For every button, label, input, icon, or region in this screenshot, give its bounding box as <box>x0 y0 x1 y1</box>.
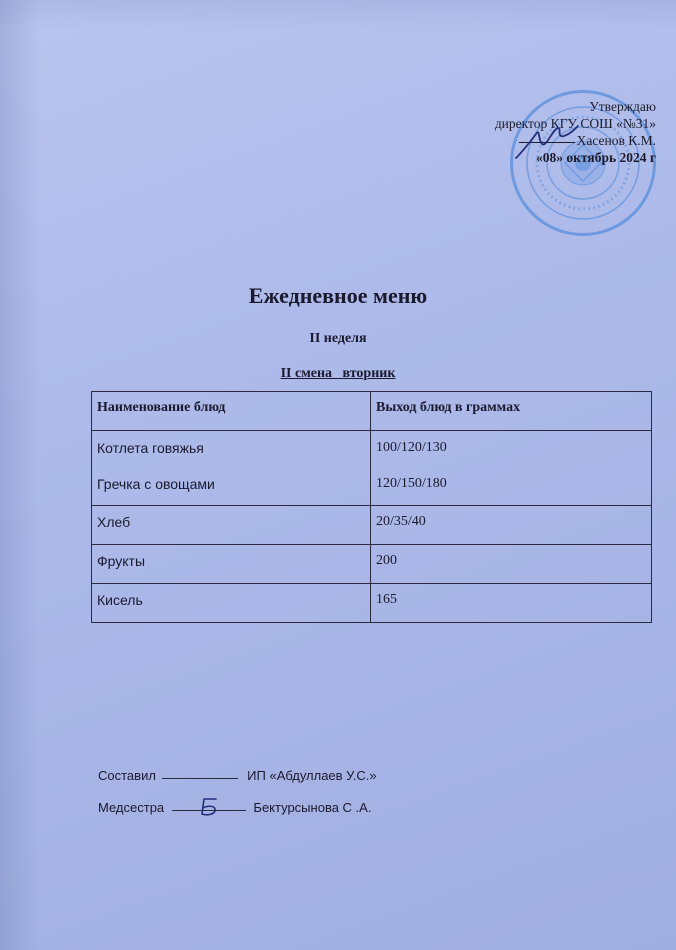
approval-date: «08» октябрь 2024 г <box>536 150 656 165</box>
compiled-by-name: ИП «Абдуллаев У.С.» <box>247 768 377 783</box>
table-row <box>92 431 652 506</box>
dish-name: Фрукты <box>92 545 371 584</box>
compiled-by-line <box>98 768 377 783</box>
page-shadow-top <box>0 0 676 30</box>
header-dish-name: Наименование блюд <box>92 392 371 431</box>
page-shadow-left <box>0 0 40 950</box>
nurse-signature-blank <box>172 810 246 811</box>
page-title: Ежедневное меню <box>248 283 428 308</box>
dish-grams: 200 <box>371 545 652 584</box>
dish-cell <box>92 431 371 506</box>
dish-name: Кисель <box>92 584 371 623</box>
nurse-label: Медсестра <box>98 800 165 815</box>
nurse-name: Бектурсынова С .А. <box>253 800 372 815</box>
dish-grams: 120/150/180 <box>376 476 447 491</box>
dish-name: Хлеб <box>92 506 371 545</box>
approval-name: Хасенов К.М. <box>576 133 656 148</box>
header-grams: Выход блюд в граммах <box>371 392 652 431</box>
dish-name: Котлета говяжья <box>97 440 204 456</box>
nurse-signature-icon <box>196 796 226 818</box>
compiled-signature-blank <box>162 778 238 779</box>
grams-cell <box>371 431 652 506</box>
compiled-label: Составил <box>98 768 156 783</box>
dish-name: Гречка с овощами <box>97 476 215 492</box>
approval-approve: Утверждаю <box>589 99 656 114</box>
director-signature-icon <box>512 122 582 162</box>
table-row <box>92 506 652 545</box>
week-label: II неделя <box>309 331 367 346</box>
dish-grams: 165 <box>371 584 652 623</box>
menu-table <box>91 391 652 623</box>
nurse-line <box>98 800 371 815</box>
dish-grams: 100/120/130 <box>376 440 447 455</box>
table-row <box>92 584 652 623</box>
dish-grams: 20/35/40 <box>371 506 652 545</box>
table-header-row <box>92 392 652 431</box>
approval-position: директор КГУ СОШ «№31» <box>494 116 656 131</box>
table-row <box>92 545 652 584</box>
shift-day-label: II смена вторник <box>280 366 396 381</box>
